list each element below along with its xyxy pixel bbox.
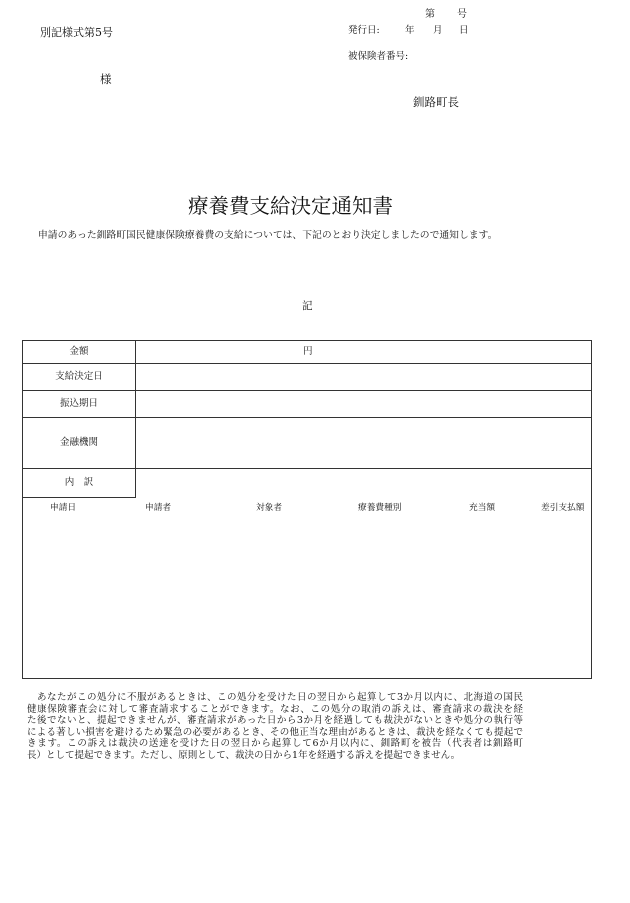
decision-date-label: 支給決定日 — [23, 364, 136, 390]
transfer-date-value-cell — [136, 391, 591, 417]
amount-value-cell — [136, 341, 591, 363]
column-header-subject: 対象者 — [256, 503, 283, 513]
addressee-honorific: 様 — [100, 72, 112, 86]
notice-line: による著しい損害を避けるため緊急の必要があるとき、その他正当な理由があるときは、裁決を経なくても提起で — [27, 726, 523, 738]
amount-row — [23, 341, 591, 364]
issue-date-label: 発行日: — [348, 25, 380, 36]
issue-date-month: 月 — [433, 25, 443, 36]
notice-line: きます。この訴えは裁決の送達を受けた日の翌日から起算して6か月以内に、釧路町を被告（代表者は釧路町 — [27, 738, 523, 750]
bank-value-cell — [136, 418, 591, 468]
notice-line: 長）として提起できます。ただし、原則として、裁決の日から1年を経過する訴えを提起できません。 — [27, 749, 461, 761]
intro-text: 申請のあった釧路町国民健康保険療養費の支給については、下記のとおり決定しましたので通知します。 — [38, 230, 498, 241]
transfer-date-label: 振込期日 — [23, 391, 136, 417]
form-number: 別記様式第5号 — [40, 26, 113, 39]
notice-line: た後でないと、提起できませんが、審査請求があった日から3か月を経過しても裁決がないときや処分の執行等 — [27, 715, 523, 727]
decision-date-value-cell — [136, 364, 591, 390]
bank-row — [23, 418, 591, 469]
column-header-allocated-amount: 充当額 — [469, 503, 496, 513]
notice-line: あなたがこの処分に不服があるときは、この処分を受けた日の翌日から起算して3か月以内に、北海道の国民 — [27, 692, 523, 703]
decision-date-row — [23, 364, 591, 391]
ki-heading: 記 — [302, 300, 313, 312]
column-header-application-date: 申請日 — [50, 503, 77, 513]
issue-date-day: 日 — [459, 25, 469, 36]
appeal-notice — [27, 692, 523, 762]
issue-date-year: 年 — [405, 25, 415, 36]
amount-label: 金額 — [23, 341, 136, 363]
column-header-expense-type: 療養費種別 — [358, 503, 402, 513]
column-header-applicant: 申請者 — [145, 503, 172, 513]
notice-line: 健康保険審査会に対して審査請求することができます。なお、この処分の取消の訴えは、審査請求の裁決を経 — [27, 703, 523, 715]
decision-table — [22, 340, 592, 679]
transfer-date-row — [23, 391, 591, 418]
amount-unit: 円 — [303, 346, 313, 358]
issuer-name: 釧路町長 — [413, 95, 459, 109]
document-number-suffix: 号 — [457, 9, 467, 20]
column-header-net-payment: 差引支払額 — [541, 503, 585, 513]
breakdown-label: 内 訳 — [23, 469, 136, 498]
insured-number-label: 被保険者番号: — [348, 51, 409, 62]
document-number-prefix: 第 — [425, 9, 435, 20]
bank-label: 金融機関 — [23, 418, 136, 468]
document-title: 療養費支給決定通知書 — [188, 194, 393, 218]
